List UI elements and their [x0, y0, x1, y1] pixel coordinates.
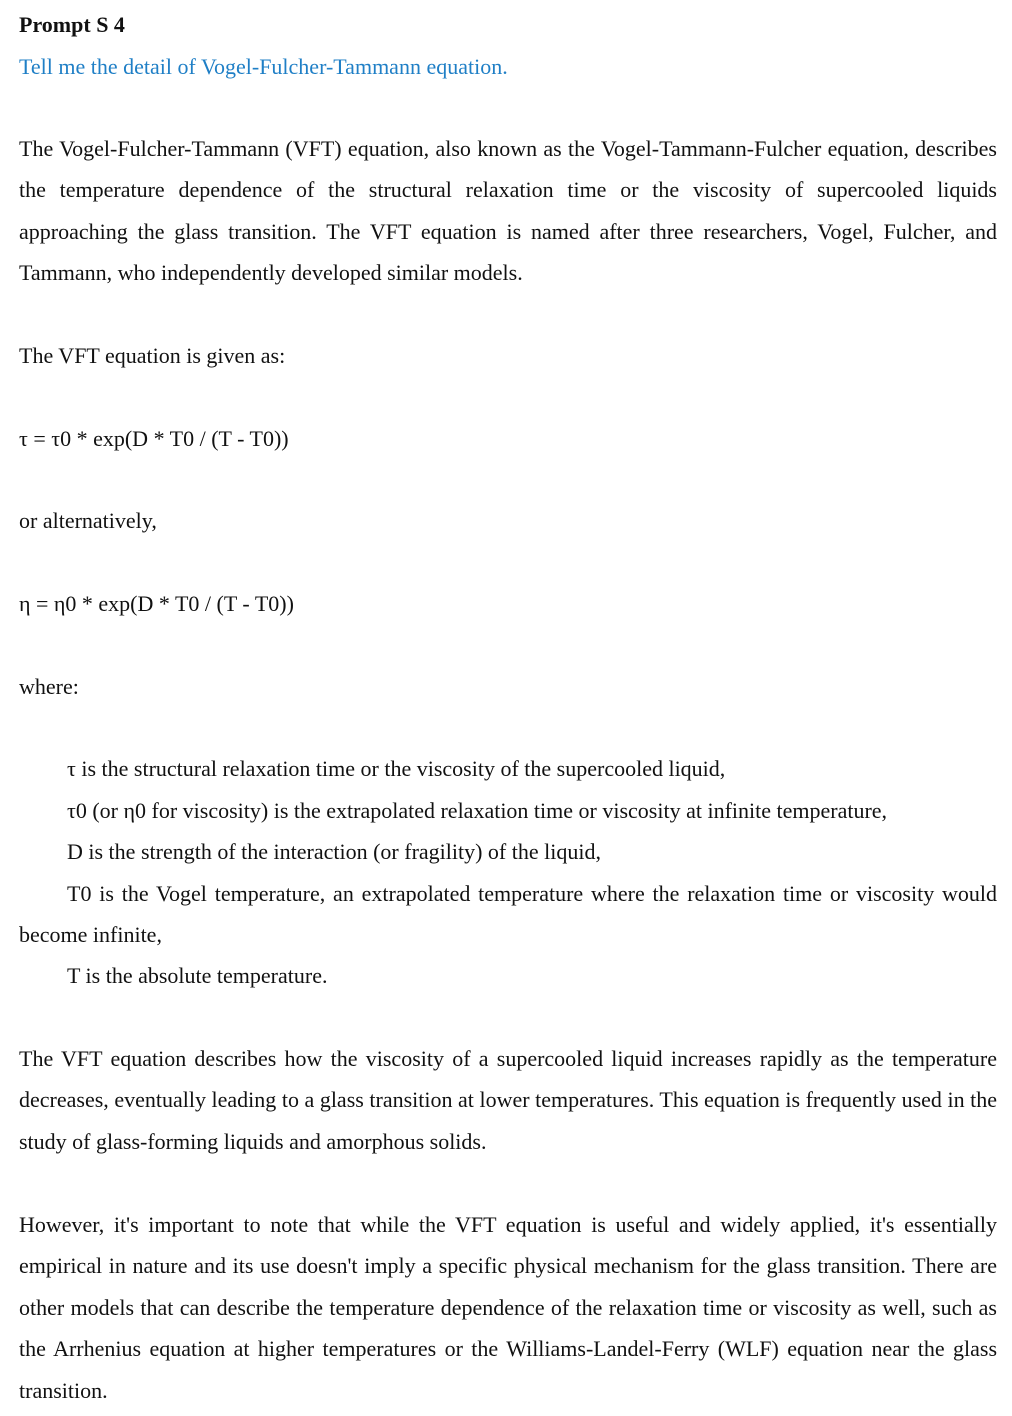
- definition-t: T is the absolute temperature.: [67, 963, 328, 988]
- prompt-title: Prompt S 4: [19, 12, 125, 37]
- description-paragraph: The VFT equation describes how the viscosity of a supercooled liquid increases rapidly as the temperature decreases, eventually leading to a glass transition at lower temperatures. This equation is frequently used in the study of glass-forming liquids and amorphous solids.: [19, 1046, 997, 1154]
- prompt-question: Tell me the detail of Vogel-Fulcher-Tammann equation.: [19, 54, 508, 79]
- definition-t0: T0 is the Vogel temperature, an extrapolated temperature where the relaxation time or viscosity would become infinite,: [19, 881, 997, 948]
- definition-tau: τ is the structural relaxation time or the viscosity of the supercooled liquid,: [67, 756, 726, 781]
- equation-intro: The VFT equation is given as:: [19, 343, 286, 368]
- intro-paragraph: The Vogel-Fulcher-Tammann (VFT) equation, also known as the Vogel-Tammann-Fulcher equation, describes the temperature dependence of the structural relaxation time or the viscosity of supercooled liquids approaching the glass transition. The VFT equation is named after three researchers, Vogel, Fulcher, and Tammann, who independently developed similar models.: [19, 136, 997, 286]
- definition-d: D is the strength of the interaction (or fragility) of the liquid,: [67, 839, 601, 864]
- caveat-paragraph: However, it's important to note that while the VFT equation is useful and widely applied, it's essentially empirical in nature and its use doesn't imply a specific physical mechanism for the glass transition. There are other models that can describe the temperature dependence of the relaxation time or viscosity as well, such as the Arrhenius equation at higher temperatures or the Williams-Landel-Ferry (WLF) equation near the glass transition.: [19, 1212, 997, 1403]
- where-label: where:: [19, 674, 79, 699]
- equation-tau: τ = τ0 * exp(D * T0 / (T - T0)): [19, 426, 289, 451]
- equation-eta: η = η0 * exp(D * T0 / (T - T0)): [19, 591, 294, 616]
- definition-tau0: τ0 (or η0 for viscosity) is the extrapolated relaxation time or viscosity at infinite temperature,: [67, 798, 888, 823]
- alternatively-text: or alternatively,: [19, 508, 157, 533]
